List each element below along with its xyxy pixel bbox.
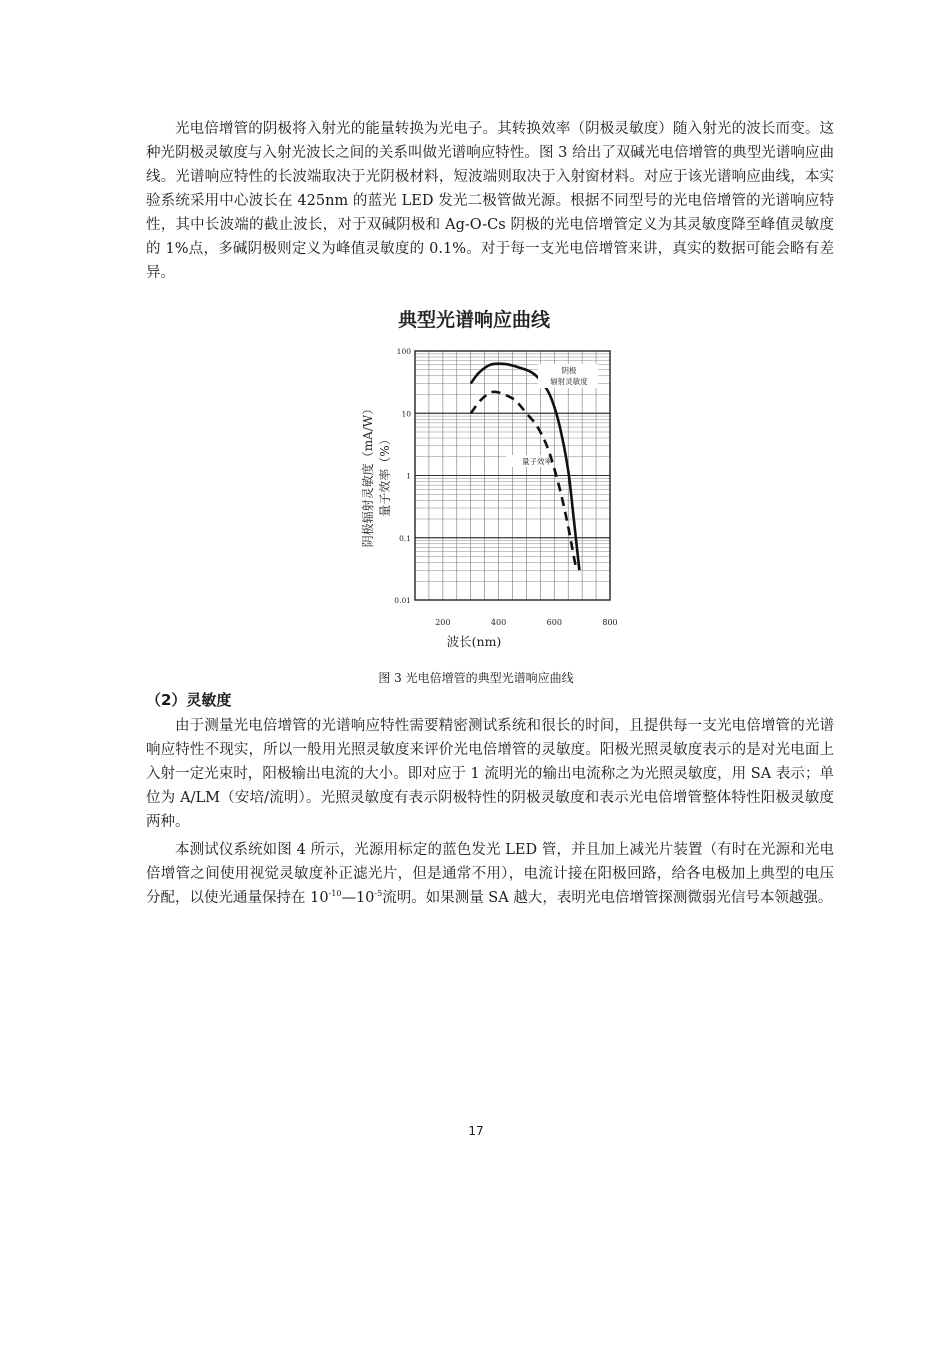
- y-axis-label-1: 阴极辐射灵敏度（mA/W）: [361, 402, 375, 548]
- y-axis-label-2: 量子效率（%）: [378, 433, 392, 517]
- section-heading: （2）灵敏度: [146, 691, 232, 709]
- p3-sup-2: -5: [374, 889, 383, 899]
- p3-text-b: —10: [341, 890, 375, 906]
- quantum-efficiency-curve: [471, 392, 577, 571]
- x-tick-label: 600: [546, 618, 562, 627]
- chart-grid: [415, 351, 610, 600]
- annotation-cathode: 阴极: [561, 366, 577, 375]
- y-tick-label: 1: [406, 471, 411, 481]
- y-tick-label: 100: [396, 347, 411, 356]
- annotation-radiant-sensitivity: 辐射灵敏度: [550, 377, 588, 386]
- annotation-quantum-efficiency: 量子效率: [522, 457, 552, 466]
- p3-text-c: 流明。如果测量 SA 越大，表明光电倍增管探测微弱光信号本领越强。: [382, 890, 833, 906]
- figure-caption: 图 3 光电倍增管的典型光谱响应曲线: [378, 671, 574, 685]
- y-tick-label: 10: [401, 409, 411, 419]
- p3-sup-1: -10: [328, 889, 342, 899]
- x-tick-label: 200: [435, 618, 451, 627]
- intro-paragraph: 光电倍增管的阴极将入射光的能量转换为光电子。其转换效率（阴极灵敏度）随入射光的波长而变。这种光阴极灵敏度与入射光波长之间的关系叫做光谱响应特性。图 3 给出了双碱光电倍增管的典型光谱响应曲线。光谱响应特性的长波端取决于光阴极材料，短波端则取决于入射窗材料。对应于该光谱响应曲线，本实验系统采用中心波长在 425nm 的蓝光 LED 发光二极管做光源。根据不同型号的光电倍增管的光谱响应特性，其中长波端的截止波长，对于双碱阴极和 Ag-O-Cs 阴极的光电倍增管定义为其灵敏度降至峰值灵敏度的 1%点，多碱阴极则定义为峰值灵敏度的 0.1%。对于每一支光电倍增管来讲，真实的数据可能会略有差异。: [146, 121, 834, 281]
- p3-text-a: 本测试仪系统如图 4 所示，光源用标定的蓝色发光 LED 管，并且加上减光片装置（有时在光源和光电倍增管之间使用视觉灵敏度补正滤光片，但是通常不用），电流计接在阳极回路，给各电极加上典型的电压分配，以使光通量保持在 10: [146, 842, 834, 906]
- x-tick-label: 800: [602, 618, 618, 627]
- y-tick-label: 0.01: [394, 596, 411, 605]
- test-system-paragraph: [146, 838, 834, 910]
- spectral-response-chart: [340, 300, 630, 662]
- x-tick-label: 400: [490, 618, 507, 627]
- x-axis-label: 波长(nm): [446, 634, 502, 649]
- sensitivity-paragraph: 由于测量光电倍增管的光谱响应特性需要精密测试系统和很长的时间，且提供每一支光电倍增管的光谱响应特性不现实，所以一般用光照灵敏度来评价光电倍增管的灵敏度。阳极光照灵敏度表示的是对光电面上入射一定光束时，阳极输出电流的大小。即对应于 1 流明光的输出电流称之为光照灵敏度，用 SA 表示；单位为 A/LM（安培/流明）。光照灵敏度有表示阴极特性的阴极灵敏度和表示光电倍增管整体特性阳极灵敏度两种。: [146, 718, 834, 830]
- chart-title: 典型光谱响应曲线: [397, 309, 551, 331]
- page-number: 17: [468, 1124, 484, 1138]
- y-tick-label: 0.1: [399, 533, 411, 543]
